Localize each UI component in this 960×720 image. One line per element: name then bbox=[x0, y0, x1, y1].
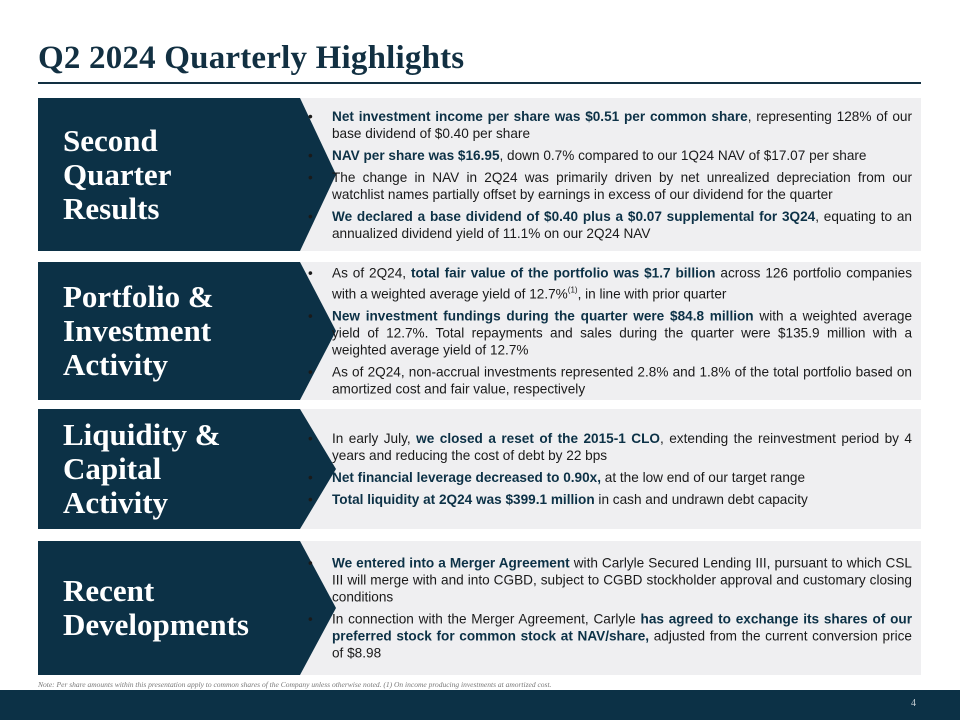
section-portfolio-investment-activity bbox=[38, 262, 921, 400]
bullet-list bbox=[308, 265, 912, 398]
bullet-item: • Net financial leverage decreased to 0.90x, at the low end of our target range bbox=[308, 469, 912, 486]
bullet-item: • In early July, we closed a reset of the 2015-1 CLO, extending the reinvestment period by 4 years and reducing the cost of debt by 22 bps bbox=[308, 430, 912, 464]
page-number: 4 bbox=[911, 698, 916, 709]
bullet-item: • The change in NAV in 2Q24 was primarily driven by net unrealized depreciation from our watchlist names partially offset by earnings in excess of our dividend for the quarter bbox=[308, 169, 912, 203]
section-liquidity-capital-activity bbox=[38, 409, 921, 529]
section-label-line: Capital bbox=[63, 451, 162, 486]
bullet-item: • We declared a base dividend of $0.40 plus a $0.07 supplemental for 3Q24, equating to an annualized dividend yield of 11.1% on our 2Q24 NAV bbox=[308, 208, 912, 242]
bullet-item: • As of 2Q24, total fair value of the portfolio was $1.7 billion across 126 portfolio companies with a weighted average yield of 12.7%$^{(1)}$, in line with prior quarter bbox=[308, 265, 912, 303]
section-label-panel bbox=[38, 541, 300, 675]
section-second-quarter-results bbox=[38, 98, 921, 251]
section-label bbox=[63, 124, 171, 226]
section-label-line: Results bbox=[63, 190, 160, 226]
bullet-item: • New investment fundings during the quarter were $84.8 million with a weighted average yield of 12.7%. Total repayments and sales during the quarter were $135.9 million with a weighted average yield of 12.7% bbox=[308, 307, 912, 358]
section-label-panel bbox=[38, 262, 300, 400]
section-label-line: Second bbox=[63, 122, 158, 158]
section-label-line: Quarter bbox=[63, 156, 172, 192]
section-label-line: Developments bbox=[63, 607, 249, 642]
section-label bbox=[63, 418, 221, 520]
section-label-line: Liquidity & bbox=[63, 417, 221, 452]
section-label-line: Portfolio & bbox=[63, 279, 214, 314]
section-recent-developments bbox=[38, 541, 921, 675]
section-label bbox=[63, 574, 249, 642]
footnote: Note: Per share amounts within this presentation apply to common shares of the Company unless otherwise noted. (1) On income producing investments at amortized cost. bbox=[38, 680, 552, 689]
bullet-list bbox=[308, 108, 912, 242]
section-label-line: Activity bbox=[63, 347, 169, 382]
section-label-line: Activity bbox=[63, 485, 169, 520]
bullet-list bbox=[308, 555, 912, 662]
bullet-list bbox=[308, 430, 912, 508]
section-label-line: Investment bbox=[63, 313, 212, 348]
bullet-item: • In connection with the Merger Agreement, Carlyle has agreed to exchange its shares of our preferred stock for common stock at NAV/share, adjusted from the current conversion price of $8.98 bbox=[308, 611, 912, 662]
footer-bar bbox=[0, 690, 960, 720]
section-label-panel bbox=[38, 409, 300, 529]
bullet-item: • We entered into a Merger Agreement with Carlyle Secured Lending III, pursuant to which CSL III will merge with and into CGBD, subject to CGBD stockholder approval and customary closing conditions bbox=[308, 555, 912, 606]
section-label bbox=[63, 280, 214, 382]
bullet-item: • Total liquidity at 2Q24 was $399.1 million in cash and undrawn debt capacity bbox=[308, 491, 912, 508]
section-label-line: Recent bbox=[63, 573, 155, 608]
section-label-panel bbox=[38, 98, 300, 251]
bullet-item: • NAV per share was $16.95, down 0.7% compared to our 1Q24 NAV of $17.07 per share bbox=[308, 147, 912, 164]
title-divider bbox=[38, 82, 921, 84]
page-title: Q2 2024 Quarterly Highlights bbox=[38, 40, 465, 76]
bullet-item: • As of 2Q24, non-accrual investments represented 2.8% and 1.8% of the total portfolio based on amortized cost and fair value, respectively bbox=[308, 363, 912, 397]
bullet-item: • Net investment income per share was $0.51 per common share, representing 128% of our base dividend of $0.40 per share bbox=[308, 108, 912, 142]
